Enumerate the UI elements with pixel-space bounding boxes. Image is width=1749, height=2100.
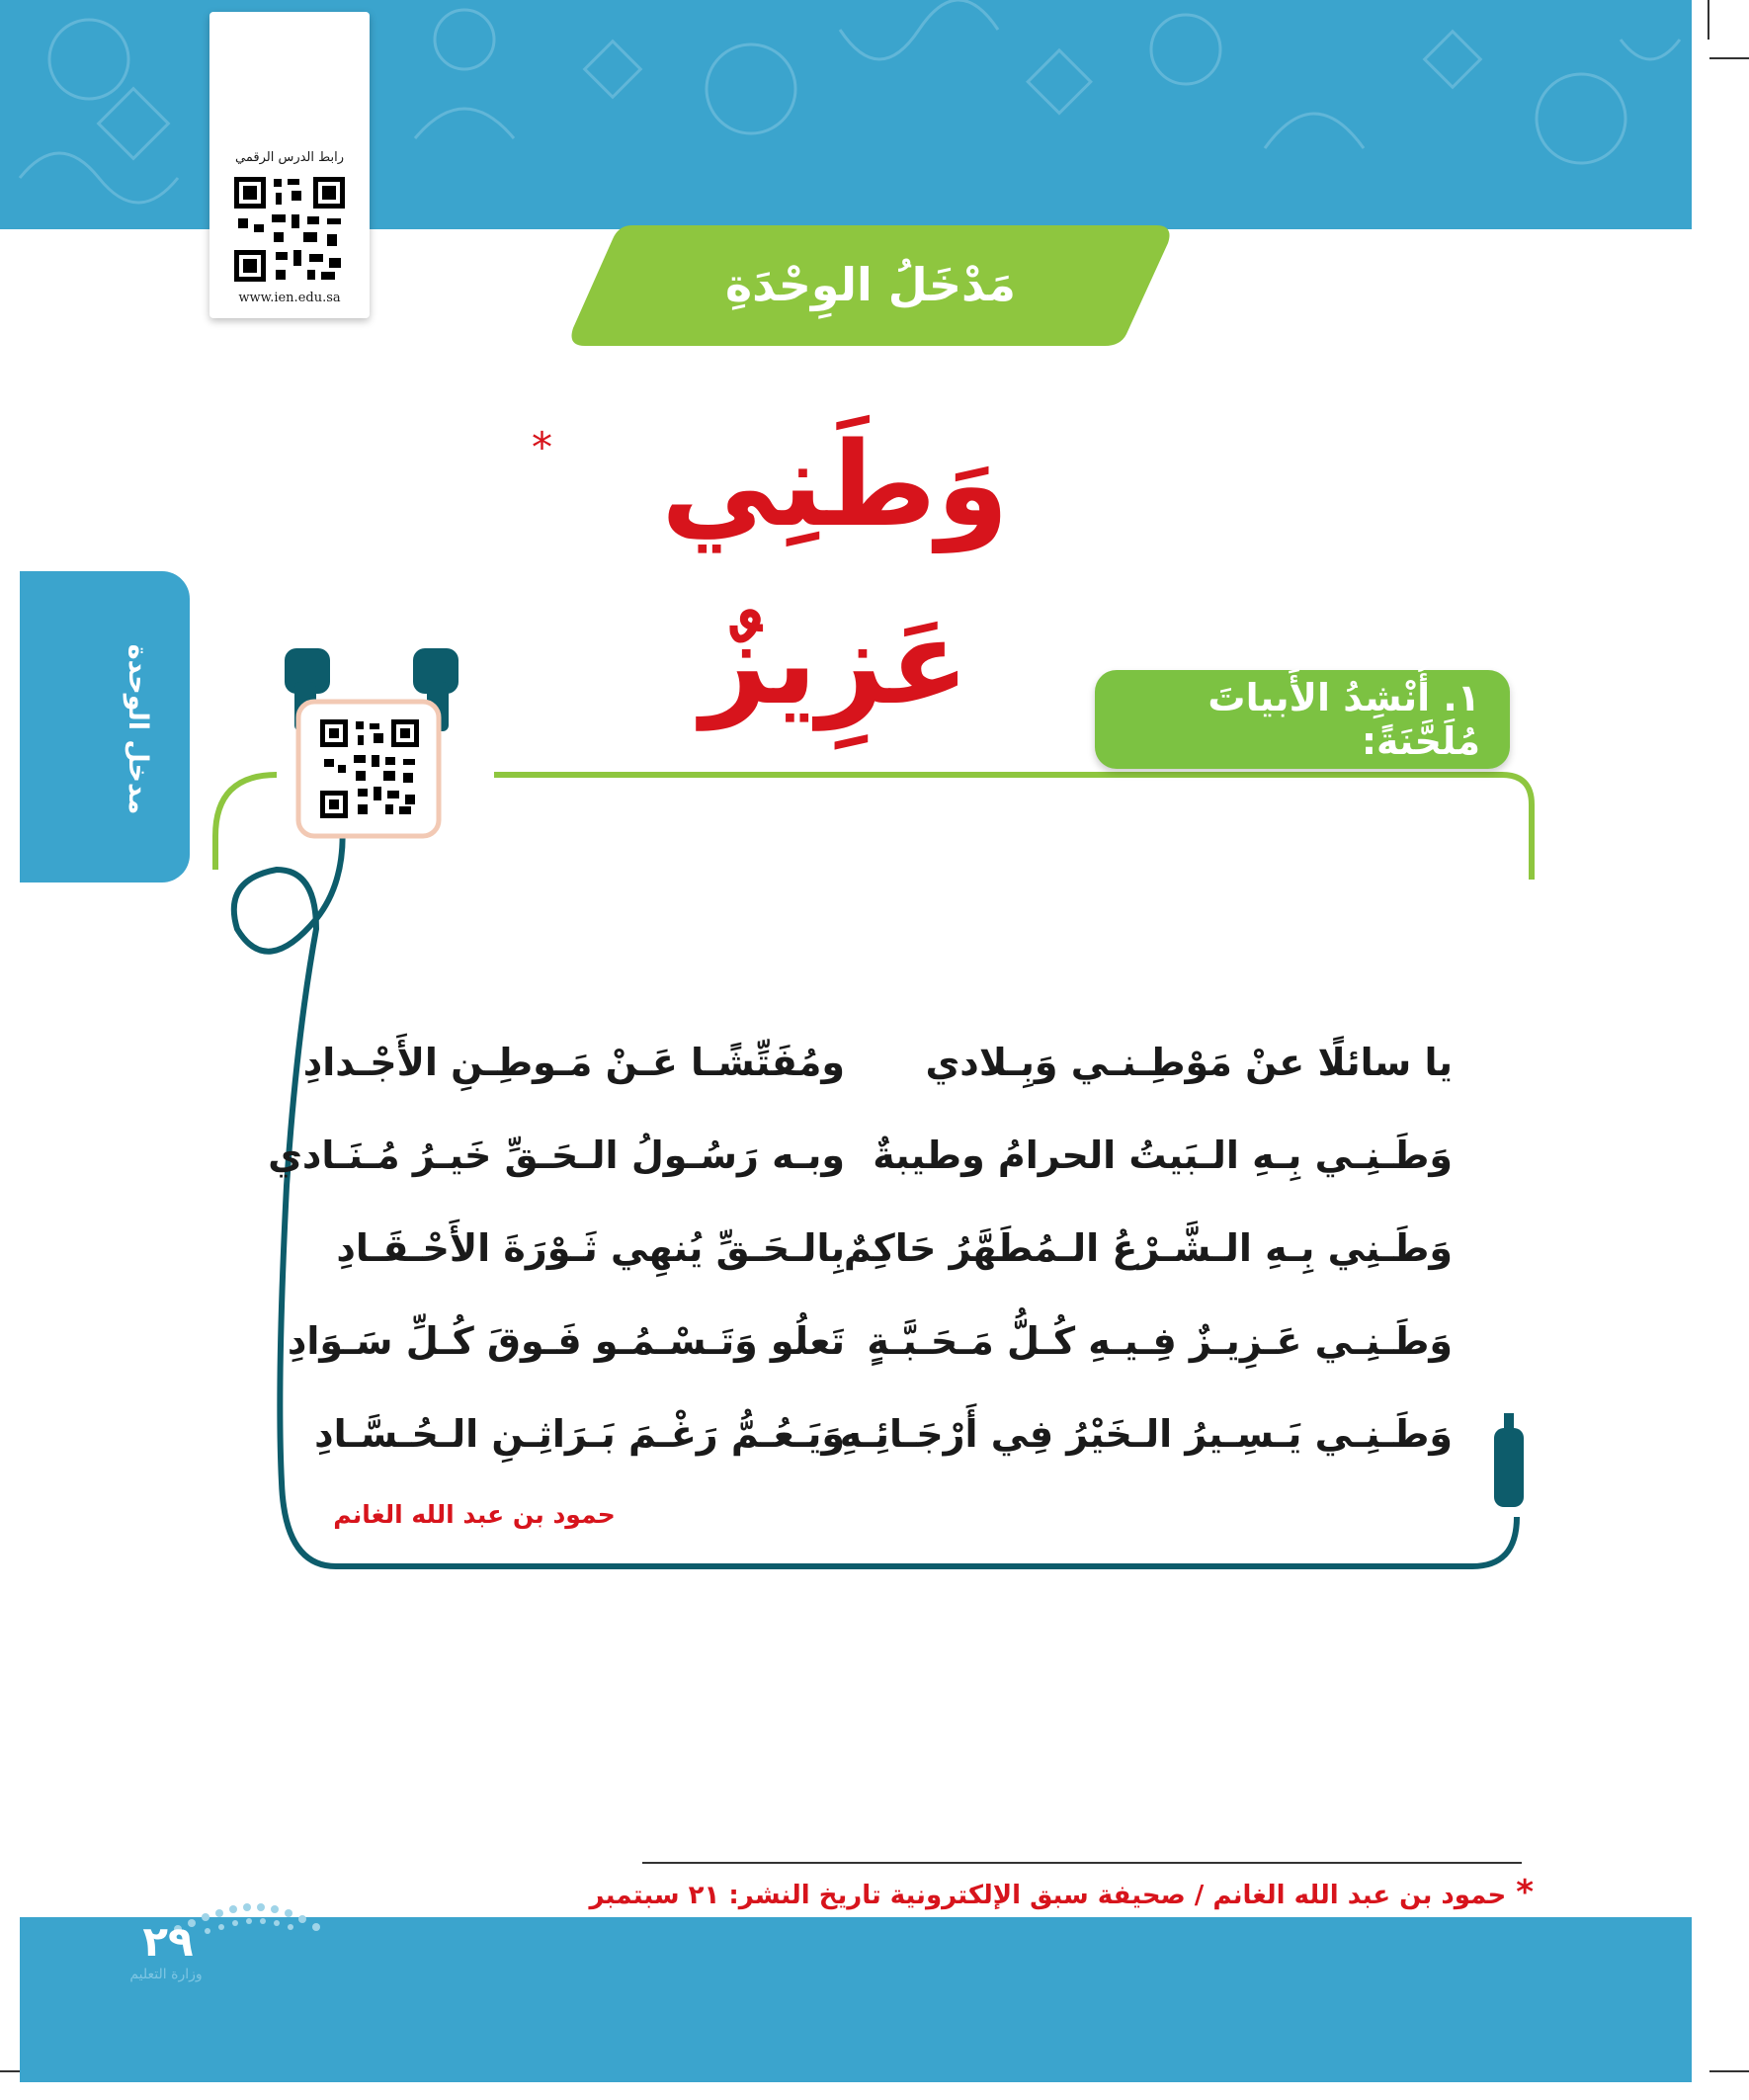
footnote-text: حمود بن عبد الله الغانم / صحيفة سبق الإلكترونية تاريخ النشر: ٢١ سبتمبر [589, 1881, 1507, 1910]
footnote-marker: * [1516, 1873, 1534, 1912]
qr-url[interactable]: www.ien.edu.sa [238, 291, 341, 305]
poem-verse-second-half: وبـه رَسُـولُ الـحَـقِّ خَيـرُ مُـنَـادي [268, 1134, 845, 1177]
poem-verse-second-half: وَيَـعُـمُّ رَغْـمَ بَـرَاثِـنِ الـحُـسَّـادِ [314, 1412, 845, 1456]
poem-verse-second-half: تَعلُو وَتَـسْـمُـو فَـوقَ كُـلِّ سَـوَادِ [287, 1319, 845, 1363]
poem-verse-second-half: بِالـحَـقِّ يُنهِي ثَـوْرَةَ الأَحْـقَـادِ [336, 1226, 845, 1270]
unit-heading: مَدْخَلُ الوِحْدَةِ [724, 258, 1017, 311]
page-title: وَطَنِي عَزِيزٌ [660, 416, 1010, 730]
page-number: ٢٩ [142, 1917, 194, 1966]
ministry-name: وزارة التعليم [129, 1967, 203, 1982]
activity-label [1095, 670, 1510, 769]
footnote-divider [642, 1862, 1522, 1864]
side-tab-label: مدخل الوحدة [123, 643, 153, 815]
audio-jack-icon [1494, 1428, 1524, 1507]
qr-caption: رابط الدرس الرقمي [235, 150, 344, 165]
audio-jack-tip [1504, 1413, 1514, 1431]
poet-name: حمود بن عبد الله الغانم [333, 1500, 616, 1529]
poem-verse-first-half: وَطَـنِـي بِـهِ الـبَيتُ الحرامُ وطيبةٌ [873, 1134, 1453, 1177]
audio-qr-code-icon[interactable] [320, 719, 419, 818]
title-footnote-marker: * [532, 423, 552, 471]
frame-border [215, 775, 277, 870]
poem-verse-first-half: وَطَـنِـي عَـزِيـزٌ فِـيـهِ كُـلُّ مَـحَـبَّـةٍ [867, 1319, 1453, 1363]
activity-text: ١. أُنْشِدُ الأَبياتَ مُلَحَّنَةً: [1208, 676, 1480, 763]
poem-verse-first-half: وَطَـنِـي يَـسِـيرُ الـخَيْرُ فِي أَرْجَـائِـهِ [839, 1412, 1453, 1456]
poem-verse-first-half: وَطَـنِي بِـهِ الـشَّـرْعُ الـمُطَهَّرُ حَاكِمٌ [843, 1226, 1453, 1270]
frame-border [494, 775, 1532, 880]
poem-verse-first-half: يا سائلًا عنْ مَوْطِـنـي وَبِـلادي [925, 1041, 1453, 1084]
poem-verse-second-half: ومُفَتِّشًـا عَـنْ مَـوطِـنِ الأَجْـدادِ [302, 1041, 845, 1084]
